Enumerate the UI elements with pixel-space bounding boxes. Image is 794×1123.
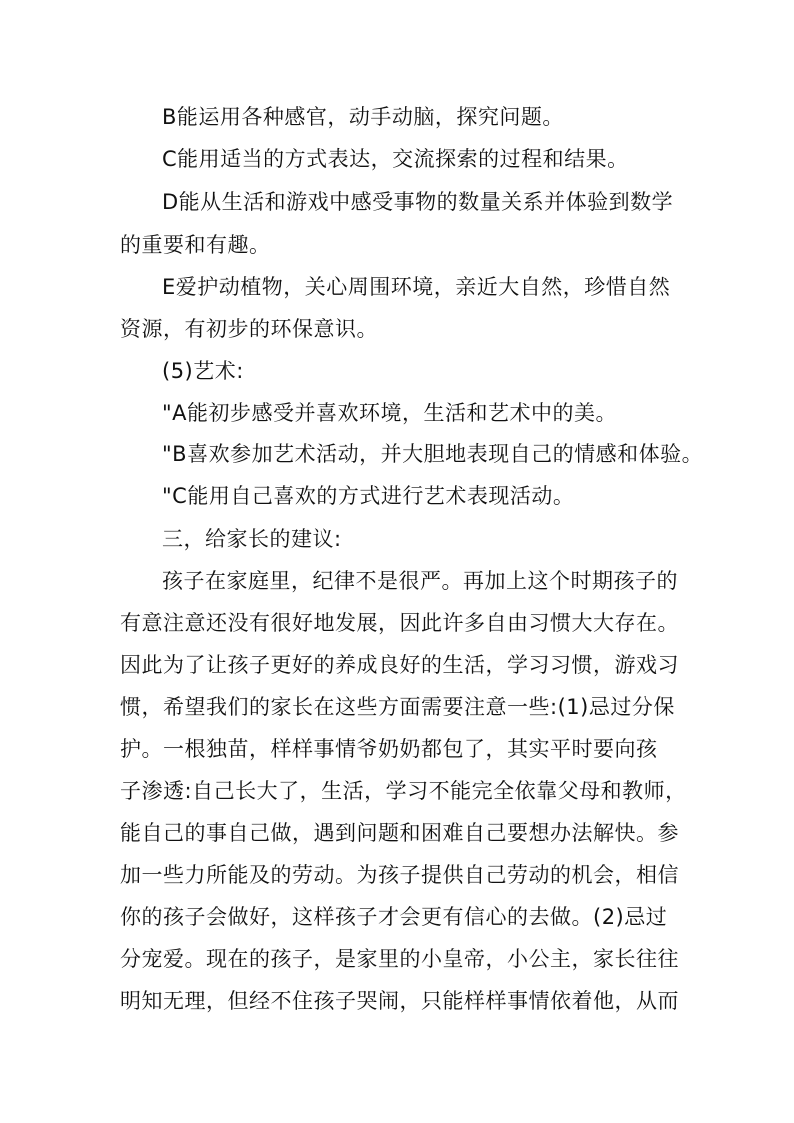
text-line: "C能用自己喜欢的方式进行艺术表现活动。 (162, 484, 575, 508)
text-line: E爱护动植物，关心周围环境，亲近大自然，珍惜自然 (162, 275, 671, 299)
text-line: B能运用各种感官，动手动脑，探究问题。 (162, 105, 564, 129)
section-heading: (5)艺术: (162, 359, 244, 383)
text-line: 因此为了让孩子更好的养成良好的生活，学习习惯，游戏习 (120, 653, 679, 677)
text-line: "B喜欢参加艺术活动，并大胆地表现自己的情感和体验。 (162, 442, 704, 466)
text-line: C能用适当的方式表达，交流探索的过程和结果。 (162, 147, 629, 171)
text-line: 加一些力所能及的劳动。为孩子提供自己劳动的机会，相信 (120, 863, 679, 887)
text-line: 有意注意还没有很好地发展，因此许多自由习惯大大存在。 (120, 611, 679, 635)
text-line: D能从生活和游戏中感受事物的数量关系并体验到数学 (162, 190, 674, 214)
text-line: "A能初步感受并喜欢环境，生活和艺术中的美。 (162, 401, 618, 425)
text-line: 明知无理，但经不住孩子哭闹，只能样样事情依着他，从而 (120, 989, 679, 1013)
text-line: 惯，希望我们的家长在这些方面需要注意一些:(1)忌过分保 (120, 695, 675, 719)
text-line: 资源，有初步的环保意识。 (120, 317, 378, 341)
text-line: 子渗透:自己长大了，生活，学习不能完全依靠父母和教师， (120, 779, 687, 803)
text-line: 的重要和有趣。 (120, 233, 271, 257)
text-line: 能自己的事自己做，遇到问题和困难自己要想办法解快。参 (120, 821, 679, 845)
text-line: 你的孩子会做好，这样孩子才会更有信心的去做。(2)忌过 (120, 905, 668, 929)
section-heading: 三，给家长的建议: (162, 527, 342, 551)
text-line: 孩子在家庭里，纪律不是很严。再加上这个时期孩子的 (162, 569, 678, 593)
text-line: 分宠爱。现在的孩子，是家里的小皇帝，小公主，家长往往 (120, 947, 679, 971)
text-line: 护。一根独苗，样样事情爷奶奶都包了，其实平时要向孩 (120, 737, 658, 761)
